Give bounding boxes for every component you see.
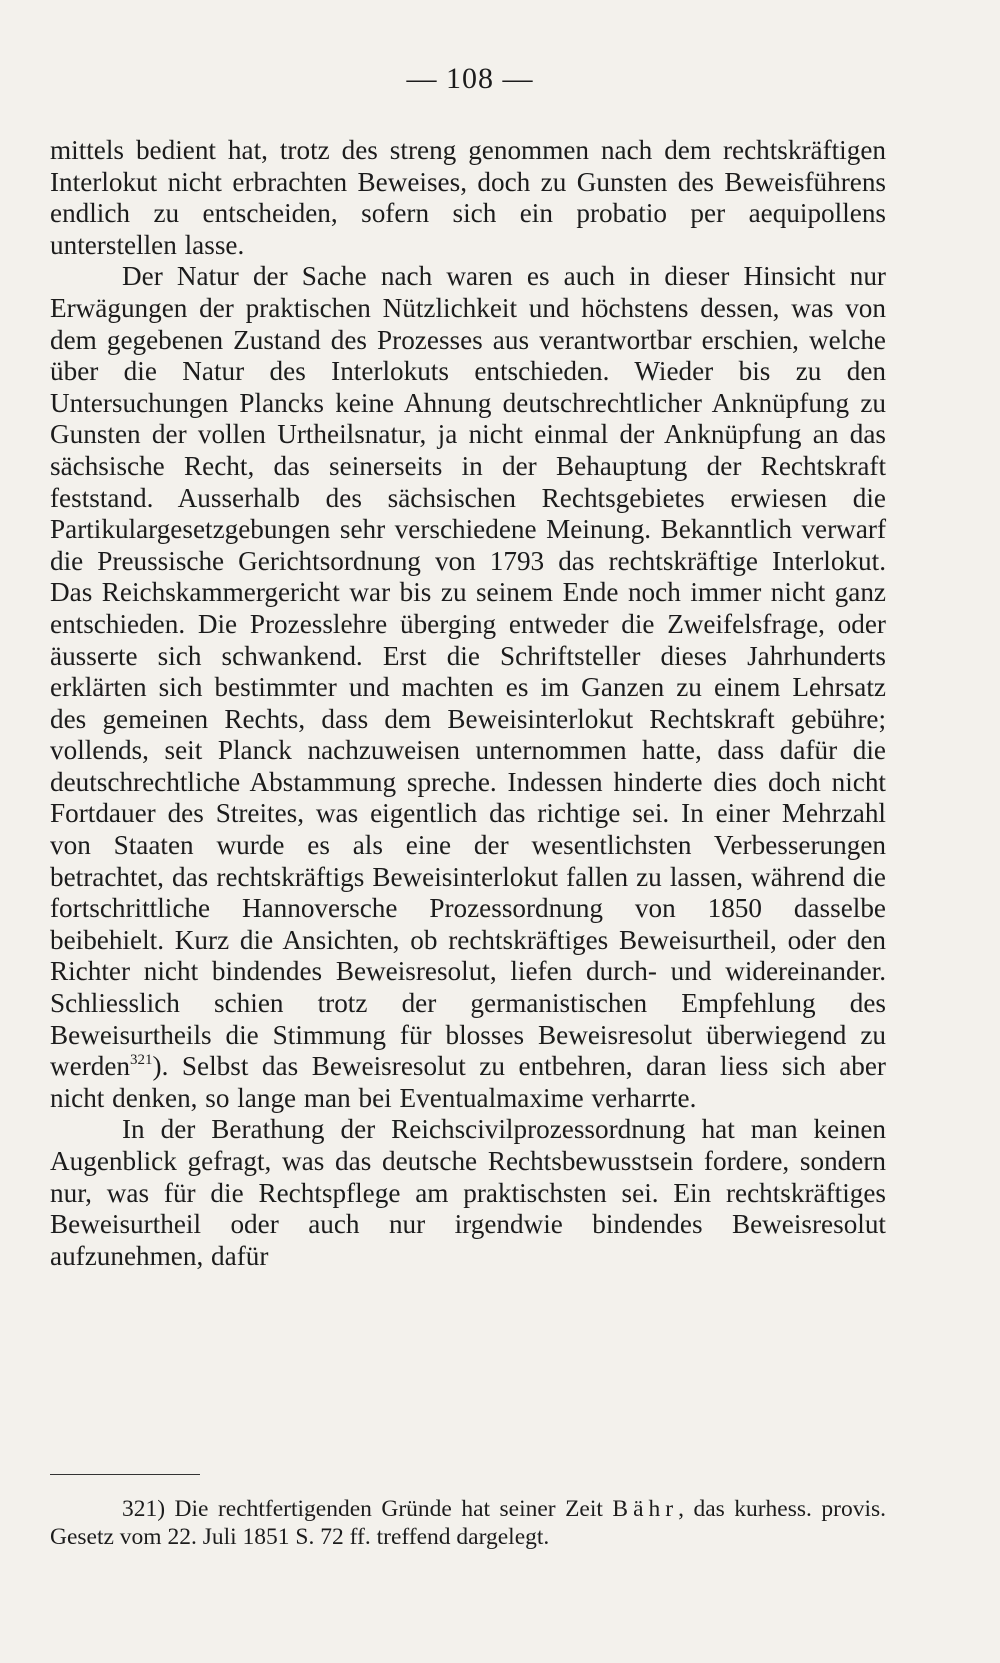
paragraph-1: mittels bedient hat, trotz des streng genommen nach dem rechtskräftigen Interlokut nicht erbrachten Beweises, doch zu Gunsten des Beweisführens endlich zu entscheiden, sofern sich ein probatio per aequipollens unterstellen lasse. xyxy=(50,135,886,260)
footnote-text: 321) Die rechtfertigenden Gründe hat seiner Zeit xyxy=(122,1496,603,1522)
footnote-reference: 321 xyxy=(130,1052,153,1069)
paragraph-2-text: Der Natur der Sache nach waren es auch in dieser Hinsicht nur Erwägungen der praktischen Nützlichkeit und höchstens dessen, was von dem gegebenen Zustand des Prozesses aus verantwortbar erschien, welche über die Natur des Interlokuts entschieden. Wieder bis zu den Untersuchungen Plancks keine Ahnung deutschrechtlicher Anknüpfung zu Gunsten der vollen Urtheilsnatur, ja nicht einmal der Anknüpfung an das sächsische Recht, das seinerseits in der Behauptung der Rechtskraft feststand. Ausserhalb des sächsischen Rechtsgebietes erwiesen die Partikulargesetzgebungen sehr verschiedene Meinung. Bekanntlich verwarf die Preussische Gerichtsordnung von 1793 das rechtskräftige Interlokut. Das Reichskammergericht war bis zu seinem Ende noch immer nicht ganz entschieden. Die Prozesslehre überging entweder die Zweifelsfrage, oder äusserte sich schwankend. Erst die Schriftsteller dieses Jahrhunderts erklärten sich bestimmter und machten es im Ganzen zu einem Lehrsatz des gemeinen Rechts, dass dem Beweisinterlokut Rechtskraft gebühre; vollends, seit Planck nachzuweisen unternommen hatte, dass dafür die deutschrechtliche Abstammung spreche. Indessen hinderte dies doch nicht Fortdauer des Streites, was eigentlich das richtige sei. In einer Mehrzahl von Staaten wurde es als eine der wesentlichsten Verbesserungen betrachtet, das rechtskräftigs Beweisinterlokut fallen zu lassen, während die fortschrittliche Hannoversche Prozessordnung von 1850 dasselbe beibehielt. Kurz die Ansichten, ob rechtskräftiges Beweisurtheil, oder den Richter nicht bindendes Beweisresolut, liefen durch- und widereinander. Schliesslich schien trotz der germanistischen Empfehlung des Beweisurtheils die Stimmung für blosses Beweisresolut überwiegend zu werden xyxy=(50,261,886,1082)
footnote-author: Bähr xyxy=(612,1496,679,1522)
paragraph-2 xyxy=(50,261,886,1114)
paragraph-3: In der Berathung der Reichscivilprozessordnung hat man keinen Augenblick gefragt, was das deutsche Rechtsbewusstsein fordere, sondern nur, was für die Rechtspflege am praktischsten sei. Ein rechtskräftiges Beweisurtheil oder auch nur irgendwie bindendes Beweisresolut aufzunehmen, dafür xyxy=(50,1114,886,1271)
footnote-divider xyxy=(50,1474,200,1475)
paragraph-2-text-cont: ). Selbst das Beweisresolut zu entbehren, daran liess sich aber nicht denken, so lange man bei Eventualmaxime verharrte. xyxy=(50,1051,886,1113)
page-number: — 108 — xyxy=(406,62,534,95)
footnote-321 xyxy=(50,1495,886,1551)
body-text xyxy=(50,135,886,1272)
footnote-text-cont: , das kurhess. provis. Gesetz vom 22. Juli 1851 S. 72 ff. treffend dargelegt. xyxy=(50,1496,886,1550)
